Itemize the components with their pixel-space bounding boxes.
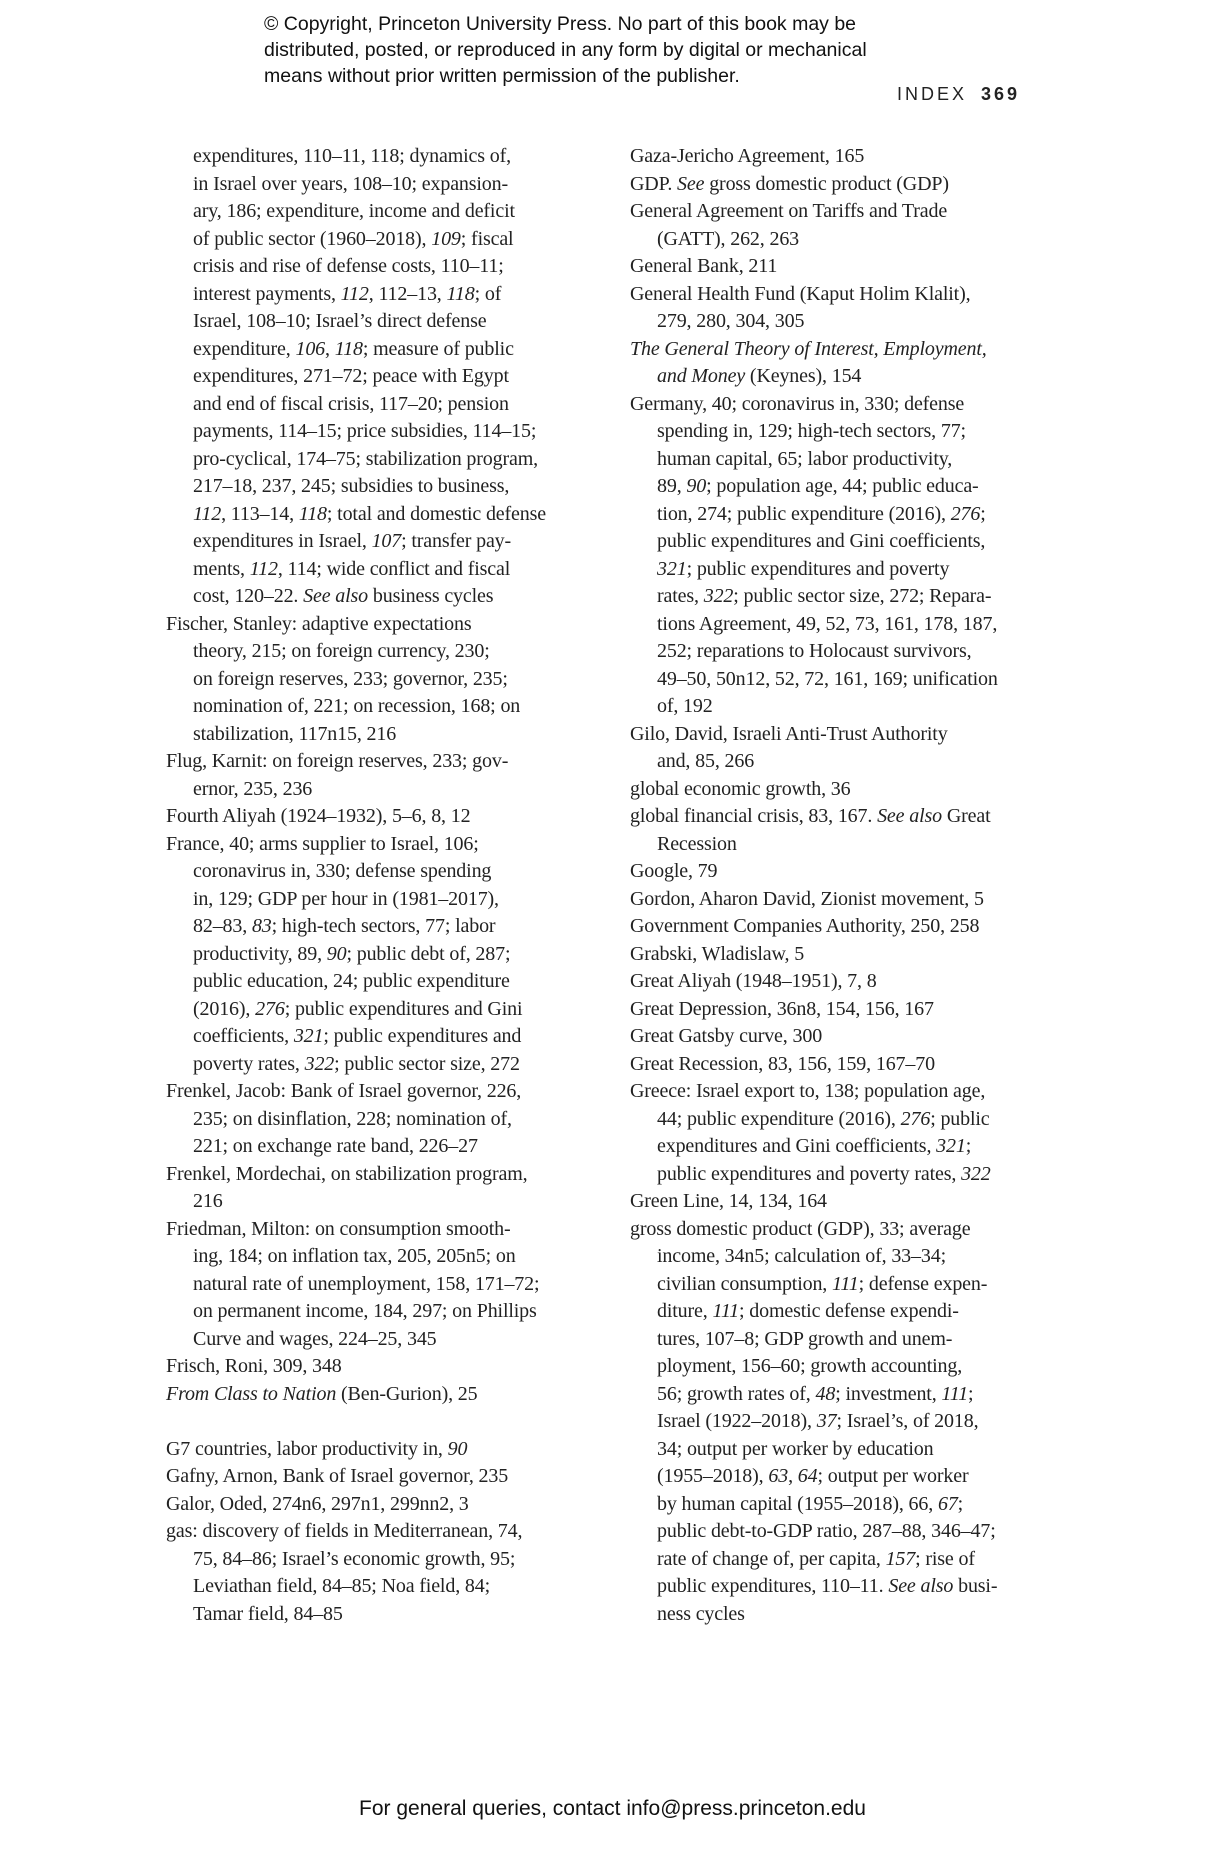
index-line: Google, 79 bbox=[630, 860, 718, 882]
index-line: Grabski, Wladislaw, 5 bbox=[630, 942, 805, 965]
page-number: 369 bbox=[981, 84, 1021, 104]
index-line: Gordon, Aharon David, Zionist movement, 5 bbox=[630, 887, 984, 910]
index-line: diture, 111; domestic defense expendi- bbox=[657, 1300, 959, 1322]
copyright-notice bbox=[264, 11, 867, 89]
index-line: Recession bbox=[657, 832, 737, 855]
index-line: global financial crisis, 83, 167. See also Great bbox=[630, 805, 991, 827]
index-line: ness cycles bbox=[657, 1602, 745, 1625]
index-line: Tamar field, 84–85 bbox=[193, 1602, 343, 1625]
index-line: 44; public expenditure (2016), 276; public bbox=[657, 1107, 990, 1130]
index-line: Green Line, 14, 134, 164 bbox=[630, 1190, 827, 1212]
index-column-left bbox=[166, 143, 596, 1628]
index-line: Great Gatsby curve, 300 bbox=[630, 1025, 823, 1047]
index-line: 89, 90; population age, 44; public educa- bbox=[657, 475, 979, 497]
index-line: tions Agreement, 49, 52, 73, 161, 178, 187, bbox=[657, 612, 998, 635]
index-line: Great Aliyah (1948–1951), 7, 8 bbox=[630, 970, 877, 992]
index-line: Galor, Oded, 274n6, 297n1, 299nn2, 3 bbox=[166, 1492, 469, 1515]
index-line: (GATT), 262, 263 bbox=[657, 227, 800, 250]
index-line: Friedman, Milton: on consumption smooth- bbox=[166, 1217, 511, 1240]
index-line: ary, 186; expenditure, income and deficit bbox=[193, 200, 515, 222]
index-line: income, 34n5; calculation of, 33–34; bbox=[657, 1245, 946, 1267]
index-line: of, 192 bbox=[657, 695, 713, 717]
index-line: productivity, 89, 90; public debt of, 287; bbox=[193, 942, 511, 965]
index-line: 49–50, 50n12, 52, 72, 161, 169; unification bbox=[657, 667, 998, 690]
index-line: 279, 280, 304, 305 bbox=[657, 310, 805, 332]
index-line: Germany, 40; coronavirus in, 330; defense bbox=[630, 392, 965, 415]
index-line: Israel, 108–10; Israel’s direct defense bbox=[193, 310, 487, 332]
index-line: Gilo, David, Israeli Anti-Trust Authority bbox=[630, 722, 948, 745]
index-line: crisis and rise of defense costs, 110–11; bbox=[193, 255, 504, 277]
index-line: cost, 120–22. See also business cycles bbox=[193, 585, 494, 607]
index-column-right bbox=[630, 143, 1060, 1628]
column-gap bbox=[166, 1408, 596, 1436]
index-line: expenditures, 271–72; peace with Egypt bbox=[193, 365, 509, 387]
index-line: public debt-to-GDP ratio, 287–88, 346–47; bbox=[657, 1520, 996, 1542]
index-line: G7 countries, labor productivity in, 90 bbox=[166, 1437, 468, 1460]
index-line: (2016), 276; public expenditures and Gini bbox=[193, 997, 523, 1020]
index-line: theory, 215; on foreign currency, 230; bbox=[193, 640, 490, 662]
index-line: of public sector (1960–2018), 109; fiscal bbox=[193, 227, 514, 250]
index-heading: INDEX bbox=[897, 84, 968, 104]
index-line: General Agreement on Tariffs and Trade bbox=[630, 200, 948, 222]
index-line: Frisch, Roni, 309, 348 bbox=[166, 1355, 342, 1377]
index-line: 82–83, 83; high-tech sectors, 77; labor bbox=[193, 915, 496, 937]
index-line: Gaza-Jericho Agreement, 165 bbox=[630, 145, 865, 167]
index-line: and, 85, 266 bbox=[657, 750, 755, 772]
index-line: Government Companies Authority, 250, 258 bbox=[630, 915, 980, 937]
index-line: Fischer, Stanley: adaptive expectations bbox=[166, 612, 472, 635]
index-line: ernor, 235, 236 bbox=[193, 777, 313, 800]
copyright-line: distributed, posted, or reproduced in any form by digital or mechanical bbox=[264, 39, 867, 61]
index-line: and end of fiscal crisis, 117–20; pension bbox=[193, 392, 509, 415]
index-line: France, 40; arms supplier to Israel, 106; bbox=[166, 832, 479, 855]
index-line: stabilization, 117n15, 216 bbox=[193, 722, 397, 745]
index-line: (1955–2018), 63, 64; output per worker bbox=[657, 1465, 969, 1487]
index-line: interest payments, 112, 112–13, 118; of bbox=[193, 282, 502, 305]
index-line: pro-cyclical, 174–75; stabilization program, bbox=[193, 447, 538, 470]
index-line: public expenditures and poverty rates, 322 bbox=[657, 1162, 991, 1185]
index-line: ployment, 156–60; growth accounting, bbox=[657, 1355, 963, 1377]
index-line: Fourth Aliyah (1924–1932), 5–6, 8, 12 bbox=[166, 805, 471, 827]
index-line: From Class to Nation (Ben-Gurion), 25 bbox=[166, 1382, 478, 1405]
index-line: ments, 112, 114; wide conflict and fiscal bbox=[193, 557, 511, 580]
index-line: in Israel over years, 108–10; expansion- bbox=[193, 172, 509, 195]
index-line: coronavirus in, 330; defense spending bbox=[193, 860, 492, 882]
index-line: Flug, Karnit: on foreign reserves, 233; gov- bbox=[166, 750, 509, 772]
index-line: expenditures in Israel, 107; transfer pay- bbox=[193, 530, 512, 552]
index-line: 75, 84–86; Israel’s economic growth, 95; bbox=[193, 1547, 516, 1570]
index-line: 217–18, 237, 245; subsidies to business, bbox=[193, 475, 510, 497]
index-line: Curve and wages, 224–25, 345 bbox=[193, 1327, 437, 1350]
index-line: on permanent income, 184, 297; on Phillips bbox=[193, 1300, 537, 1322]
index-line: on foreign reserves, 233; governor, 235; bbox=[193, 667, 508, 690]
index-line: public expenditures, 110–11. See also busi- bbox=[657, 1575, 998, 1597]
index-line: Frenkel, Jacob: Bank of Israel governor, 226, bbox=[166, 1080, 522, 1102]
index-line: rate of change of, per capita, 157; rise of bbox=[657, 1547, 975, 1570]
index-line: public education, 24; public expenditure bbox=[193, 970, 510, 992]
index-line: human capital, 65; labor productivity, bbox=[657, 447, 953, 470]
index-line: payments, 114–15; price subsidies, 114–15; bbox=[193, 420, 537, 442]
index-line: 235; on disinflation, 228; nomination of, bbox=[193, 1107, 512, 1130]
index-line: expenditures and Gini coefficients, 321; bbox=[657, 1135, 972, 1157]
index-line: and Money (Keynes), 154 bbox=[657, 365, 862, 387]
running-head bbox=[897, 84, 1020, 105]
index-line: The General Theory of Interest, Employment, bbox=[630, 337, 987, 360]
index-line: Israel (1922–2018), 37; Israel’s, of 2018, bbox=[657, 1410, 979, 1432]
copyright-line: means without prior written permission of the publisher. bbox=[264, 65, 740, 87]
index-line: rates, 322; public sector size, 272; Repara- bbox=[657, 585, 992, 607]
index-line: spending in, 129; high-tech sectors, 77; bbox=[657, 420, 966, 442]
index-line: Great Recession, 83, 156, 159, 167–70 bbox=[630, 1052, 935, 1075]
index-line: public expenditures and Gini coefficients, bbox=[657, 530, 986, 552]
index-line: 221; on exchange rate band, 226–27 bbox=[193, 1135, 478, 1157]
index-line: General Bank, 211 bbox=[630, 255, 778, 277]
index-line: Frenkel, Mordechai, on stabilization program, bbox=[166, 1162, 528, 1185]
footer-contact: For general queries, contact info@press.princeton.edu bbox=[359, 1797, 866, 1820]
copyright-line: © Copyright, Princeton University Press. No part of this book may be bbox=[264, 13, 857, 35]
index-line: by human capital (1955–2018), 66, 67; bbox=[657, 1492, 964, 1515]
index-line: Great Depression, 36n8, 154, 156, 167 bbox=[630, 997, 934, 1020]
index-line: in, 129; GDP per hour in (1981–2017), bbox=[193, 887, 499, 910]
index-line: expenditure, 106, 118; measure of public bbox=[193, 337, 514, 360]
index-line: coefficients, 321; public expenditures and bbox=[193, 1025, 522, 1047]
index-line: 216 bbox=[193, 1190, 223, 1212]
index-line: 112, 113–14, 118; total and domestic defense bbox=[193, 502, 546, 525]
index-line: General Health Fund (Kaput Holim Klalit), bbox=[630, 282, 971, 305]
index-line: nomination of, 221; on recession, 168; on bbox=[193, 695, 521, 717]
index-line: natural rate of unemployment, 158, 171–72; bbox=[193, 1272, 540, 1295]
index-line: 321; public expenditures and poverty bbox=[657, 557, 950, 580]
index-line: Greece: Israel export to, 138; population age, bbox=[630, 1080, 986, 1102]
index-line: tures, 107–8; GDP growth and unem- bbox=[657, 1327, 953, 1350]
index-line: ing, 184; on inflation tax, 205, 205n5; on bbox=[193, 1245, 516, 1267]
index-line: poverty rates, 322; public sector size, 272 bbox=[193, 1052, 520, 1075]
index-line: 56; growth rates of, 48; investment, 111; bbox=[657, 1382, 974, 1405]
index-line: Leviathan field, 84–85; Noa field, 84; bbox=[193, 1575, 490, 1597]
index-line: global economic growth, 36 bbox=[630, 777, 851, 800]
index-line: 252; reparations to Holocaust survivors, bbox=[657, 640, 972, 662]
index-line: gas: discovery of fields in Mediterranean, 74, bbox=[166, 1520, 523, 1542]
index-line: civilian consumption, 111; defense expen- bbox=[657, 1272, 988, 1295]
index-line: tion, 274; public expenditure (2016), 276; bbox=[657, 502, 986, 525]
index-line: 34; output per worker by education bbox=[657, 1437, 934, 1460]
index-line: Gafny, Arnon, Bank of Israel governor, 235 bbox=[166, 1465, 509, 1487]
index-line: gross domestic product (GDP), 33; average bbox=[630, 1217, 971, 1240]
index-line: GDP. See gross domestic product (GDP) bbox=[630, 172, 949, 195]
index-line: expenditures, 110–11, 118; dynamics of, bbox=[193, 145, 511, 167]
